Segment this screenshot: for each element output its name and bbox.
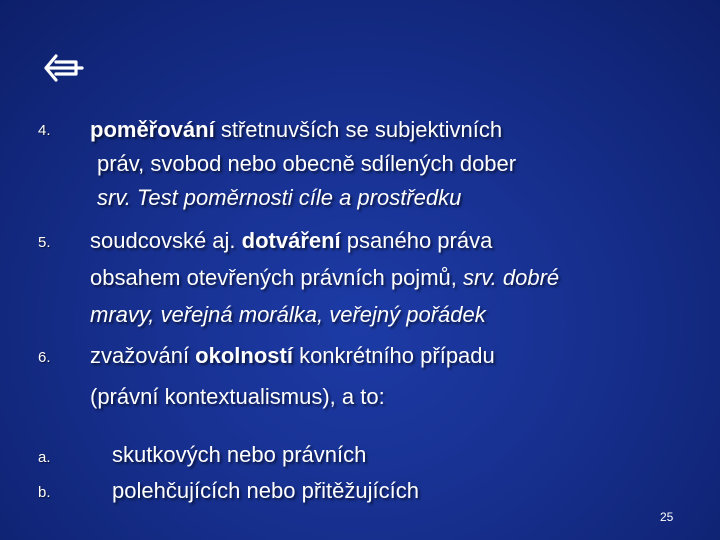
- item-a-number: a.: [38, 449, 51, 466]
- page-number: 25: [660, 510, 674, 524]
- item-5-line-1-pre: soudcovské aj.: [90, 228, 242, 253]
- item-4-line-1: [90, 117, 502, 143]
- item-4-line-2: práv, svobod nebo obecně sdílených dober: [97, 151, 517, 176]
- item-a-text: skutkových nebo právních: [112, 442, 367, 467]
- item-b-text: polehčujících nebo přitěžujících: [112, 478, 419, 503]
- item-6-line-1-post: konkrétního případu: [292, 343, 495, 368]
- item-5-line-2-pre: obsahem otevřených právních pojmů,: [90, 265, 463, 290]
- item-5-line-3: mravy, veřejná morálka, veřejný pořádek: [90, 302, 486, 327]
- item-5-line-1-post: psaného práva: [340, 228, 493, 253]
- item-4-keyword: poměřování: [90, 117, 215, 142]
- item-b-number: b.: [38, 484, 51, 501]
- item-5-keyword: dotváření: [241, 228, 341, 253]
- item-5-line-1: [90, 228, 492, 254]
- item-4-line-3: srv. Test poměrnosti cíle a prostředku: [97, 185, 462, 210]
- item-6-keyword: okolností: [195, 343, 293, 368]
- item-6-line-1-pre: zvažování: [90, 343, 196, 368]
- item-5-line-2: [90, 265, 559, 291]
- item-6-line-2: (právní kontextualismus), a to:: [90, 384, 385, 409]
- item-6-number: 6.: [38, 349, 51, 366]
- item-6-line-1: [90, 343, 495, 369]
- item-5-line-2-italic: srv. dobré: [462, 265, 560, 290]
- return-arrow-icon[interactable]: [42, 48, 86, 88]
- item-4-number: 4.: [38, 122, 51, 139]
- item-5-number: 5.: [38, 234, 51, 251]
- item-4-line-1-rest: střetnuvších se subjektivních: [214, 117, 503, 142]
